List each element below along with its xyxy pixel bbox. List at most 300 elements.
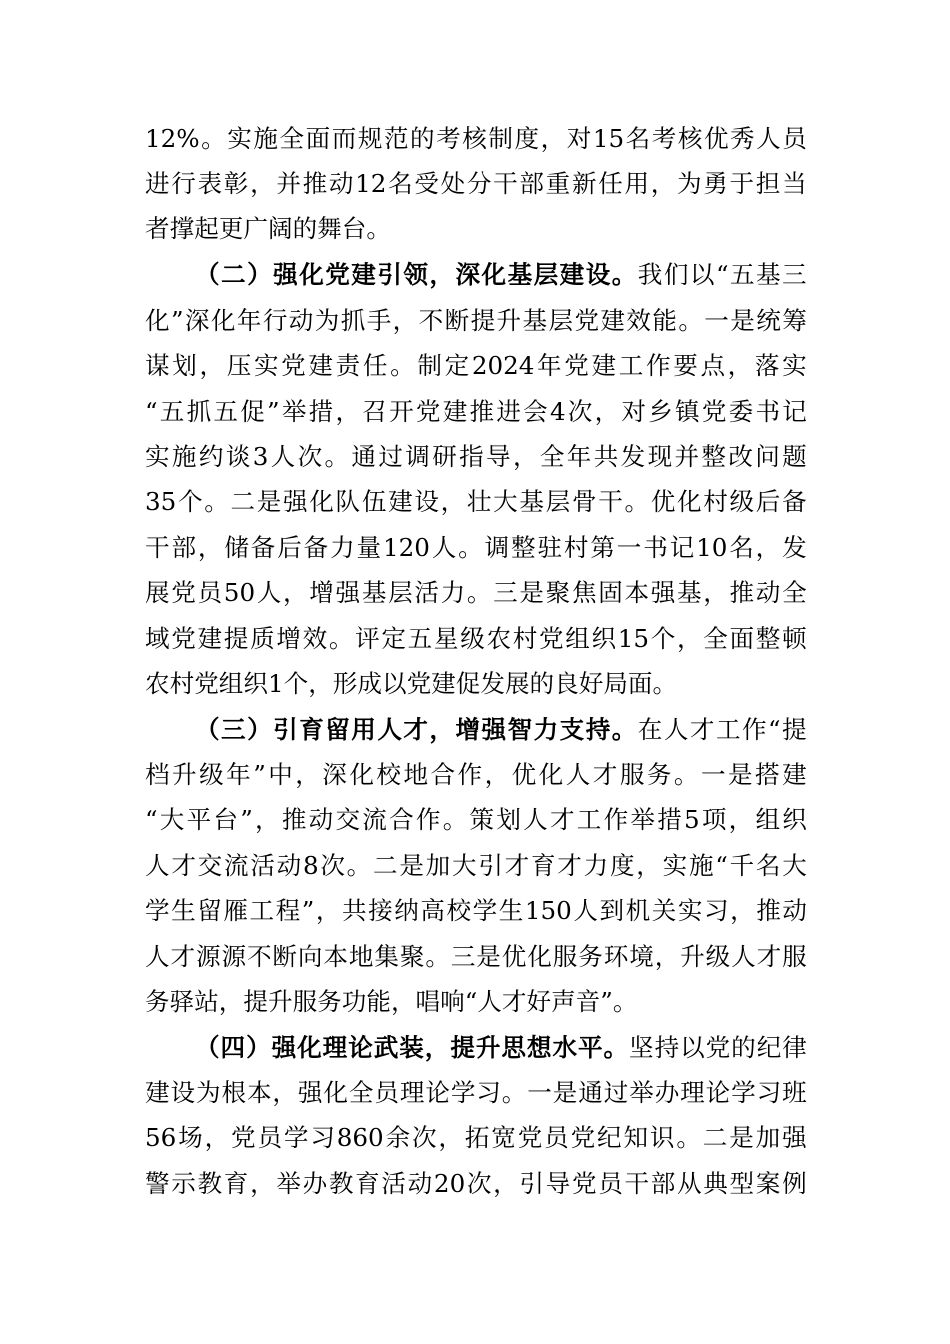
text-line xyxy=(145,935,807,979)
text-char: 实 xyxy=(145,442,170,471)
text-char: 35 xyxy=(145,487,177,516)
text-char: 村 xyxy=(563,533,589,562)
text-char: 中 xyxy=(268,760,293,789)
heading-char: 才 xyxy=(403,715,428,744)
text-char: 才 xyxy=(170,942,196,971)
text-char: 源 xyxy=(221,942,247,971)
text-char: 共 xyxy=(341,896,367,925)
text-char: 人 xyxy=(756,124,781,153)
text-char: 部 xyxy=(171,533,197,562)
text-char: 人 xyxy=(145,942,170,971)
text-char: 委 xyxy=(728,397,754,426)
text-char: 120 xyxy=(382,533,430,562)
text-char: 储 xyxy=(224,533,249,562)
text-char: 学 xyxy=(731,1078,756,1107)
text-char: 书 xyxy=(755,397,781,426)
heading-char: 升 xyxy=(475,1033,501,1062)
text-char: 强 xyxy=(283,487,308,516)
text-char: 备 xyxy=(782,487,807,516)
text-char: 党 xyxy=(171,624,196,653)
text-char: 升 xyxy=(496,306,522,335)
text-char: 年 xyxy=(537,351,562,380)
text-char: ， xyxy=(540,124,566,153)
text-char: 动 xyxy=(755,578,781,607)
text-char: ， xyxy=(295,760,320,789)
text-char: 升 xyxy=(172,760,197,789)
text-char: 服 xyxy=(782,942,807,971)
text-char: 秀 xyxy=(730,124,755,153)
text-char: 教 xyxy=(328,1169,354,1198)
text-segment: 农村党组织1个，形成以党建促发展的良好局面。 xyxy=(145,669,678,698)
text-char: 建 xyxy=(442,397,468,426)
text-char: 育 xyxy=(355,1169,380,1198)
text-char: ， xyxy=(650,169,676,198)
heading-char: 强 xyxy=(271,1033,297,1062)
text-char: 过 xyxy=(378,442,403,471)
text-char: 。 xyxy=(678,306,703,335)
text-char: 2024 xyxy=(471,351,535,380)
text-char: 题 xyxy=(782,442,807,471)
text-char: 我 xyxy=(637,260,663,289)
text-char: 设 xyxy=(414,487,439,516)
text-char: 们 xyxy=(663,260,689,289)
text-char: 任 xyxy=(598,169,623,198)
text-char: 级 xyxy=(729,487,755,516)
text-char: 作 xyxy=(415,805,441,834)
text-char: 员 xyxy=(544,1123,569,1152)
text-char: 举 xyxy=(281,397,307,426)
text-char: 增 xyxy=(276,624,301,653)
text-char: 措 xyxy=(657,805,682,834)
text-char: 组 xyxy=(565,624,590,653)
text-char: 。 xyxy=(201,124,226,153)
text-char: 落 xyxy=(754,351,780,380)
text-char: 举 xyxy=(629,1078,654,1107)
text-char: 名 xyxy=(625,124,651,153)
text-char: 留 xyxy=(197,896,222,925)
text-char: 是 xyxy=(729,1123,754,1152)
text-char: 校 xyxy=(446,896,472,925)
text-char: ， xyxy=(438,1123,464,1152)
text-char: 交 xyxy=(197,851,223,880)
text-char: 以 xyxy=(680,1033,705,1062)
text-char: 以 xyxy=(689,260,715,289)
text-line xyxy=(145,889,807,933)
text-char: 理 xyxy=(399,1078,425,1107)
text-char: 后 xyxy=(755,487,781,516)
text-line xyxy=(145,390,807,434)
text-char: 导 xyxy=(486,442,511,471)
text-char: “ xyxy=(768,715,781,744)
text-char: 活 xyxy=(250,851,275,880)
text-char: 教 xyxy=(197,1169,223,1198)
text-char: 环 xyxy=(603,942,629,971)
text-char: 抓 xyxy=(186,397,212,426)
text-char: 量 xyxy=(356,533,382,562)
text-char: 施 xyxy=(253,124,278,153)
text-char: 开 xyxy=(389,397,414,426)
text-char: 约 xyxy=(198,442,224,471)
text-char: 升 xyxy=(680,942,705,971)
text-char: 人 xyxy=(731,942,756,971)
text-line xyxy=(145,798,807,842)
text-char: 五 xyxy=(213,397,239,426)
text-char: 员 xyxy=(257,1123,283,1152)
text-char: 备 xyxy=(303,533,329,562)
text-char: 习 xyxy=(756,1078,782,1107)
text-char: 村 xyxy=(512,624,538,653)
text-char: 化 xyxy=(210,306,236,335)
text-char: 化 xyxy=(538,760,564,789)
text-char: 促 xyxy=(240,397,265,426)
text-char: 本 xyxy=(246,1078,272,1107)
text-char: 全 xyxy=(782,578,807,607)
text-char: 基 xyxy=(677,578,702,607)
text-char: 党 xyxy=(281,351,306,380)
text-char: 班 xyxy=(782,1078,807,1107)
text-char: 部 xyxy=(650,1169,676,1198)
text-char: 识 xyxy=(649,1123,675,1152)
text-char: 实 xyxy=(253,351,279,380)
text-line xyxy=(145,1071,807,1115)
text-char: 次 xyxy=(297,442,323,471)
text-char: 二 xyxy=(702,1123,728,1152)
heading-char: 水 xyxy=(552,1033,578,1062)
text-char: 划 xyxy=(496,805,521,834)
text-char: 从 xyxy=(677,1169,702,1198)
text-char: 调 xyxy=(484,533,510,562)
text-char: 动 xyxy=(288,306,314,335)
text-char: 例 xyxy=(782,1169,807,1198)
text-char: ” xyxy=(267,397,280,426)
text-char: 层 xyxy=(548,306,574,335)
text-char: 举 xyxy=(276,1169,301,1198)
text-char: 并 xyxy=(276,169,301,198)
text-char: 干 xyxy=(598,487,623,516)
text-char: 镇 xyxy=(675,397,700,426)
text-char: 抓 xyxy=(340,306,366,335)
text-line xyxy=(145,526,807,570)
text-char: 基 xyxy=(522,306,548,335)
text-line xyxy=(145,571,807,615)
text-char: 大 xyxy=(782,851,807,880)
text-char: 核 xyxy=(462,124,487,153)
text-line xyxy=(145,617,807,661)
text-char: 对 xyxy=(621,397,647,426)
text-char: 余 xyxy=(385,1123,411,1152)
text-char: 力 xyxy=(330,533,355,562)
text-char: 优 xyxy=(511,760,537,789)
text-char: 雁 xyxy=(223,896,248,925)
text-char: 展 xyxy=(145,578,170,607)
text-char: ， xyxy=(392,306,418,335)
text-char: 办 xyxy=(654,1078,680,1107)
text-char: ， xyxy=(272,1078,298,1107)
text-char: 施 xyxy=(171,442,197,471)
text-char: 制 xyxy=(488,124,513,153)
text-char: 一 xyxy=(704,306,729,335)
text-char: 动 xyxy=(782,896,807,925)
text-char: 年 xyxy=(226,760,251,789)
text-char: 能 xyxy=(652,306,677,335)
text-char: 面 xyxy=(305,124,331,153)
text-char: 典 xyxy=(703,1169,728,1198)
text-char: 整 xyxy=(701,442,727,471)
text-char: 示 xyxy=(171,1169,196,1198)
text-char: 建 xyxy=(591,351,617,380)
text-char: 强 xyxy=(297,1078,323,1107)
text-char: 乡 xyxy=(648,397,673,426)
text-char: 手 xyxy=(366,306,392,335)
text-char: 服 xyxy=(619,760,645,789)
text-char: 员 xyxy=(782,124,807,153)
text-char: 集 xyxy=(374,942,399,971)
text-char: 学 xyxy=(283,1123,309,1152)
text-char: 育 xyxy=(223,1169,249,1198)
text-line xyxy=(145,753,807,797)
text-char: 分 xyxy=(466,169,492,198)
text-char: 论 xyxy=(705,1078,731,1107)
text-char: 服 xyxy=(552,942,578,971)
text-char: 项 xyxy=(701,805,727,834)
text-char: 优 xyxy=(703,124,729,153)
text-char: 共 xyxy=(593,442,619,471)
text-char: 纳 xyxy=(394,896,419,925)
text-char: 党 xyxy=(574,306,600,335)
text-char: 的 xyxy=(410,124,435,153)
heading-char: 武 xyxy=(373,1033,399,1062)
text-char: 源 xyxy=(195,942,221,971)
text-char: 受 xyxy=(414,169,439,198)
text-char: 提 xyxy=(782,715,807,744)
text-char: 二 xyxy=(230,487,256,516)
text-line xyxy=(145,162,807,206)
text-char: 大 xyxy=(451,851,477,880)
text-char: 全 xyxy=(539,442,565,471)
text-char: 进 xyxy=(496,397,521,426)
heading-char: 留 xyxy=(325,715,350,744)
heading-char: 增 xyxy=(455,715,481,744)
text-char: 后 xyxy=(277,533,302,562)
text-char: 才 xyxy=(504,851,530,880)
text-char: 本 xyxy=(323,942,348,971)
text-char: 于 xyxy=(729,169,755,198)
text-char: 为 xyxy=(677,169,702,198)
text-char: 10 xyxy=(696,533,728,562)
text-char: 改 xyxy=(728,442,753,471)
text-char: 台 xyxy=(213,805,239,834)
text-char: 级 xyxy=(199,760,224,789)
text-char: 效 xyxy=(302,624,328,653)
text-char: 。 xyxy=(676,1123,701,1152)
heading-char: 深 xyxy=(455,260,481,289)
text-char: 习 xyxy=(703,896,729,925)
heading-char: 建 xyxy=(351,260,376,289)
text-char: 作 xyxy=(741,715,767,744)
text-char: 聚 xyxy=(399,942,425,971)
text-char: 效 xyxy=(626,306,651,335)
text-char: 五 xyxy=(159,397,185,426)
text-char: 基 xyxy=(519,487,545,516)
text-char: 强 xyxy=(650,578,676,607)
text-char: 是 xyxy=(256,487,282,516)
text-char: 名 xyxy=(388,169,413,198)
text-char: 50 xyxy=(223,578,256,607)
text-char: 务 xyxy=(578,942,603,971)
text-char: 推 xyxy=(302,169,328,198)
text-char: 度 xyxy=(514,124,540,153)
text-char: 聚 xyxy=(545,578,571,607)
text-char: ” xyxy=(240,805,253,834)
text-char: 基 xyxy=(756,260,781,289)
text-char: 化 xyxy=(349,760,374,789)
text-char: 宽 xyxy=(491,1123,516,1152)
text-char: 型 xyxy=(729,1169,755,1198)
text-char: 大 xyxy=(159,805,185,834)
text-char: 策 xyxy=(469,805,495,834)
text-char: 12% xyxy=(145,124,200,153)
text-char: 发 xyxy=(782,533,807,562)
text-char: 活 xyxy=(414,578,439,607)
heading-char: 化 xyxy=(297,1033,322,1062)
text-char: 加 xyxy=(425,851,451,880)
text-char: 考 xyxy=(651,124,677,153)
heading-char: 设 xyxy=(585,260,611,289)
text-char: 高 xyxy=(420,896,445,925)
text-char: 建 xyxy=(600,306,626,335)
heading-char: （ xyxy=(195,260,220,289)
heading-char: 化 xyxy=(481,260,507,289)
text-char: 15 xyxy=(617,624,650,653)
text-char: 党 xyxy=(705,1033,731,1062)
text-char: “ xyxy=(715,260,729,289)
heading-char: 育 xyxy=(299,715,324,744)
heading-char: 强 xyxy=(481,715,507,744)
text-char: 星 xyxy=(433,624,459,653)
text-char: ， xyxy=(727,351,753,380)
text-char: 层 xyxy=(545,487,571,516)
heading-char: ） xyxy=(246,1033,271,1062)
text-char: 当 xyxy=(782,169,807,198)
heading-char: 持 xyxy=(585,715,611,744)
heading-char: 化 xyxy=(299,260,324,289)
text-char: 化 xyxy=(323,1078,348,1107)
text-char: 行 xyxy=(171,169,196,198)
text-char: 要 xyxy=(673,351,698,380)
text-char: 次 xyxy=(466,1169,492,1198)
text-char: 实 xyxy=(782,351,807,380)
text-char: 860 xyxy=(336,1123,384,1152)
text-char: 彰 xyxy=(223,169,249,198)
text-char: 织 xyxy=(782,805,807,834)
text-char: 谈 xyxy=(225,442,251,471)
text-char: 干 xyxy=(145,533,170,562)
text-char: 学 xyxy=(472,896,498,925)
heading-char: 引 xyxy=(377,260,402,289)
heading-char: 二 xyxy=(221,260,246,289)
text-char: 实 xyxy=(662,851,688,880)
text-char: 点 xyxy=(700,351,726,380)
text-char: 接 xyxy=(368,896,393,925)
text-char: 重 xyxy=(545,169,571,198)
text-char: ， xyxy=(440,487,466,516)
text-char: 15 xyxy=(592,124,625,153)
text-line xyxy=(195,708,807,752)
text-char: 工 xyxy=(715,715,741,744)
text-char: 是 xyxy=(728,760,753,789)
text-char: 建 xyxy=(197,624,223,653)
text-char: 筹 xyxy=(782,306,807,335)
text-char: ， xyxy=(484,760,510,789)
heading-char: 用 xyxy=(351,715,376,744)
text-char: 整 xyxy=(755,624,781,653)
text-char: 通 xyxy=(578,1078,603,1107)
text-char: 度 xyxy=(609,851,635,880)
heading-char: 四 xyxy=(220,1033,246,1062)
heading-char: 。 xyxy=(603,1033,629,1062)
text-char: 研 xyxy=(432,442,457,471)
heading-char: ） xyxy=(247,715,272,744)
text-char: 村 xyxy=(703,487,728,516)
text-char: 优 xyxy=(501,942,527,971)
text-char: 三 xyxy=(782,260,807,289)
text-char: 校 xyxy=(376,760,401,789)
text-char: 划 xyxy=(172,351,197,380)
text-char: 。 xyxy=(346,851,372,880)
heading-char: ， xyxy=(429,260,455,289)
text-char: 警 xyxy=(145,1169,170,1198)
text-char: 根 xyxy=(221,1078,247,1107)
text-char: 实 xyxy=(227,124,252,153)
text-char: 全 xyxy=(279,124,305,153)
text-char: 纪 xyxy=(756,1033,782,1062)
text-char: ， xyxy=(250,1169,275,1198)
text-char: 备 xyxy=(250,533,276,562)
text-char: 优 xyxy=(650,487,676,516)
heading-char: 引 xyxy=(273,715,298,744)
text-char: 。 xyxy=(442,805,468,834)
text-char: ， xyxy=(283,578,308,607)
text-char: 作 xyxy=(645,351,671,380)
text-line xyxy=(145,1162,807,1206)
text-char: 是 xyxy=(519,578,545,607)
text-char: 深 xyxy=(322,760,347,789)
text-char: 行 xyxy=(262,306,288,335)
text-char: 设 xyxy=(170,1078,196,1107)
text-char: 地 xyxy=(348,942,374,971)
text-char: 加 xyxy=(755,1123,781,1152)
text-char: 人 xyxy=(145,851,170,880)
heading-char: （ xyxy=(195,715,220,744)
text-char: 搭 xyxy=(755,760,780,789)
text-char: 强 xyxy=(782,1123,807,1152)
text-char: “ xyxy=(145,397,158,426)
text-char: 干 xyxy=(624,1169,650,1198)
text-char: 动 xyxy=(328,169,354,198)
text-char: 问 xyxy=(755,442,780,471)
text-char: 纪 xyxy=(597,1123,622,1152)
text-char: 发 xyxy=(620,442,646,471)
text-char: 指 xyxy=(459,442,484,471)
text-line xyxy=(195,1026,807,1070)
text-char: 全 xyxy=(348,1078,374,1107)
text-char: 建 xyxy=(388,487,413,516)
text-char: 员 xyxy=(197,578,223,607)
text-char: 级 xyxy=(460,624,485,653)
text-char: “ xyxy=(715,851,728,880)
text-char: 压 xyxy=(226,351,252,380)
text-char: 部 xyxy=(519,169,545,198)
